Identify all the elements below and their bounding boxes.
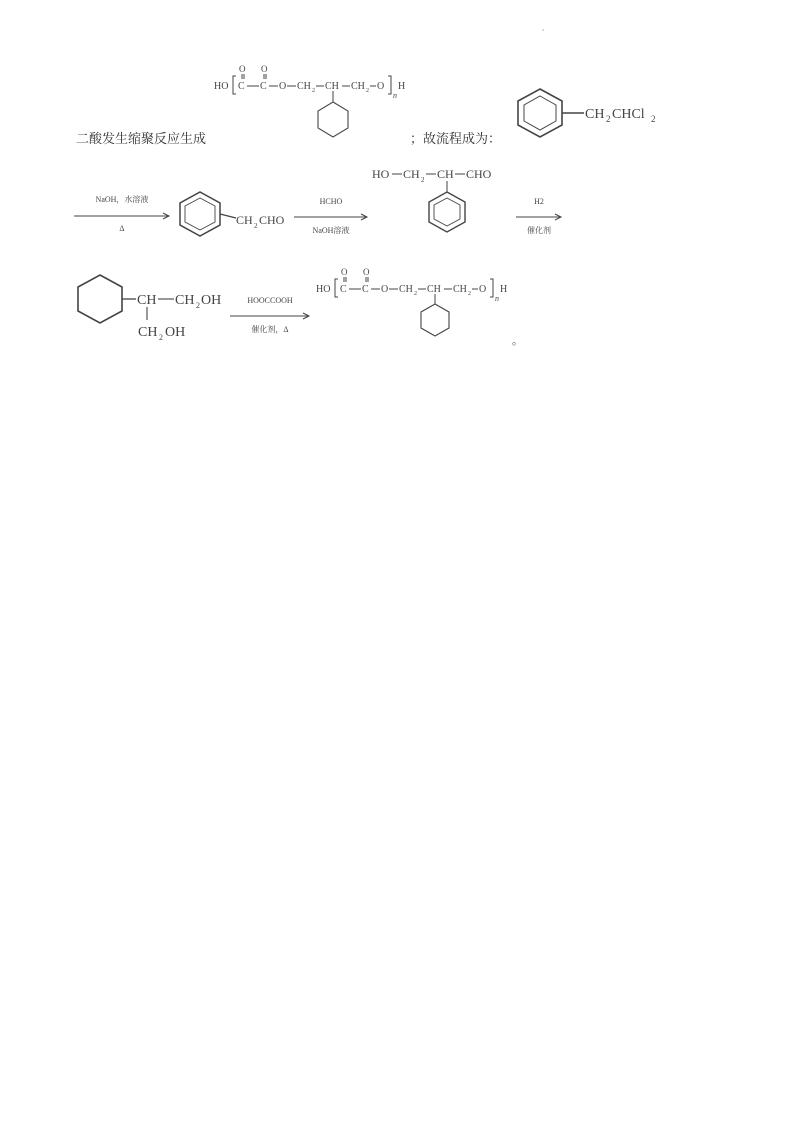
svg-text:C: C <box>238 81 245 92</box>
svg-text:O: O <box>341 267 348 277</box>
svg-text:OH: OH <box>201 293 222 308</box>
arrow-3-bottom: 催化剂 <box>527 226 551 235</box>
svg-text:CH: CH <box>236 213 253 227</box>
svg-text:O: O <box>279 81 287 92</box>
svg-text:CH: CH <box>403 167 420 181</box>
svg-text:O: O <box>261 64 268 74</box>
svg-text:CH: CH <box>297 81 311 92</box>
svg-text:H: H <box>500 284 508 295</box>
svg-text:2: 2 <box>421 176 425 184</box>
arrow-1-bottom-text: Δ <box>119 224 125 233</box>
svg-text:2: 2 <box>196 301 200 310</box>
svg-text:H: H <box>398 81 406 92</box>
polymer-top-ho: HO <box>214 81 229 92</box>
aldol-product-structure <box>372 162 522 242</box>
polymer-structure-top <box>212 62 412 154</box>
ending-mark: 。 <box>512 334 523 347</box>
svg-text:CH: CH <box>351 81 365 92</box>
svg-text:2: 2 <box>312 88 315 94</box>
text-line1-right: ；故流程成为： <box>410 132 502 147</box>
svg-text:2: 2 <box>254 222 258 230</box>
svg-text:2: 2 <box>651 114 656 124</box>
corner-mark: ' <box>542 28 545 37</box>
arrow-2-top: HCHO <box>319 197 343 206</box>
svg-text:CH: CH <box>453 284 467 295</box>
svg-text:CH: CH <box>585 107 605 122</box>
svg-text:O: O <box>239 64 246 74</box>
svg-text:HO: HO <box>316 284 331 295</box>
svg-text:CH: CH <box>399 284 413 295</box>
reaction-arrow-4 <box>228 296 312 335</box>
arrow-4-top: HOOCCOOH <box>247 296 293 305</box>
svg-text:CH: CH <box>138 325 158 340</box>
svg-text:O: O <box>377 81 385 92</box>
reaction-arrow-1 <box>72 194 172 233</box>
svg-text:C: C <box>362 284 369 295</box>
phenylacetaldehyde-structure <box>176 188 296 240</box>
svg-text:2: 2 <box>366 88 369 94</box>
polymer-top-svg <box>212 62 412 154</box>
svg-text:CHO: CHO <box>466 167 492 181</box>
arrow-4-bottom: 催化剂，Δ <box>251 325 289 334</box>
svg-text:CH: CH <box>325 81 339 92</box>
svg-text:OH: OH <box>165 325 186 340</box>
arrow-2-bottom: NaOH溶液 <box>312 226 350 235</box>
svg-text:n: n <box>393 91 397 100</box>
svg-text:O: O <box>363 267 370 277</box>
svg-text:C: C <box>260 81 267 92</box>
svg-text:CH: CH <box>437 167 454 181</box>
svg-text:2: 2 <box>159 333 163 342</box>
text-line1-left: 二酸发生缩聚反应生成 <box>76 132 207 147</box>
arrow-1-top: NaOH，水溶液 <box>95 195 149 204</box>
svg-text:C: C <box>340 284 347 295</box>
svg-text:CH: CH <box>175 293 195 308</box>
arrow-3-top: H2 <box>534 197 544 206</box>
polymer-structure-bottom <box>314 264 514 346</box>
reaction-arrow-2 <box>292 197 370 236</box>
svg-text:n: n <box>495 294 499 303</box>
diol-structure <box>70 272 230 344</box>
svg-text:2: 2 <box>468 291 471 297</box>
reaction-arrow-3 <box>514 197 564 236</box>
svg-text:O: O <box>381 284 389 295</box>
svg-text:2: 2 <box>606 114 611 124</box>
svg-text:CHCl: CHCl <box>612 107 645 122</box>
benzylidene-dichloride-structure <box>510 84 670 142</box>
svg-text:HO: HO <box>372 167 390 181</box>
svg-text:CH: CH <box>137 293 157 308</box>
svg-text:CHO: CHO <box>259 213 285 227</box>
svg-text:CH: CH <box>427 284 441 295</box>
svg-text:O: O <box>479 284 487 295</box>
svg-text:2: 2 <box>414 291 417 297</box>
